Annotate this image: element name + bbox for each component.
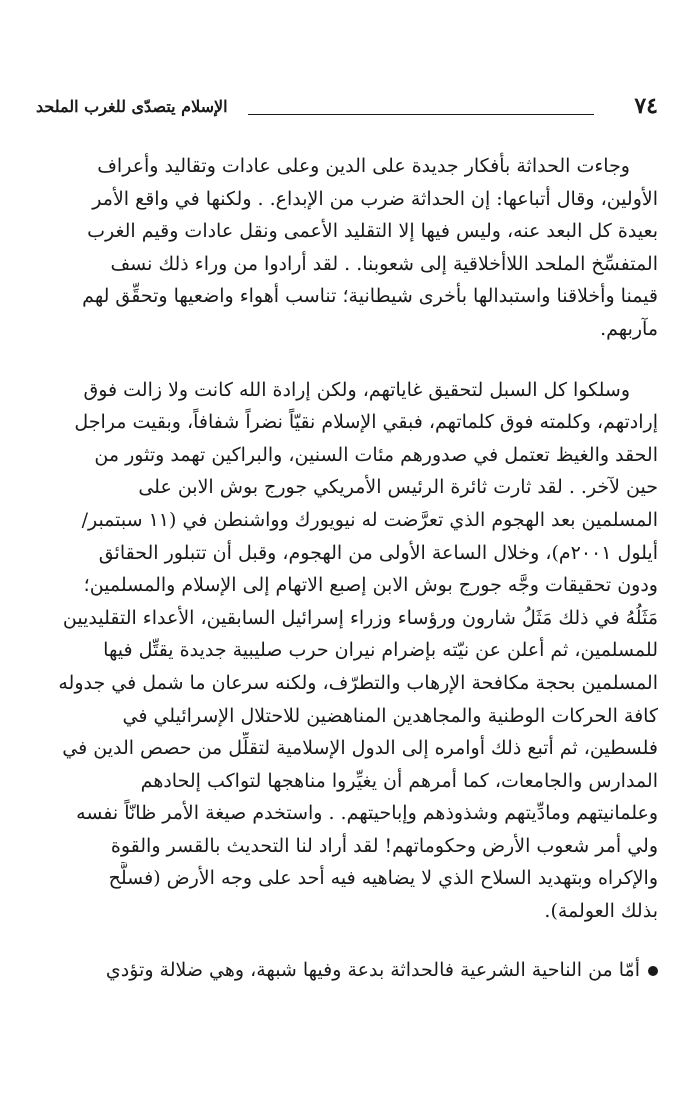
text-line: مَثَلُهُ في ذلك مَثَلُ شارون ورؤساء وزراء إسرائيل السابقين، الأعداء التقليديين bbox=[62, 606, 658, 629]
bullet-paragraph bbox=[44, 954, 658, 987]
text-line: الأولين، وقال أتباعها: إن الحداثة ضرب من الإبداع. . ولكنها في واقع الأمر bbox=[92, 187, 658, 210]
text-line: بذلك العولمة). bbox=[544, 900, 658, 923]
text-line: ولي أمر شعوب الأرض وحكوماتهم! لقد أراد لنا التحديث بالقسر والقوة bbox=[110, 834, 658, 857]
text-line: والإكراه وبتهديد السلاح الذي لا يضاهيه فيه أحد على وجه الأرض (فسلَّح bbox=[108, 867, 658, 890]
text-line: وجاءت الحداثة بأفكار جديدة على الدين وعلى عادات وتقاليد وأعراف bbox=[97, 155, 630, 177]
text-line: المدارس والجامعات، كما أمرهم أن يغيِّروا مناهجها لتواكب إلحادهم bbox=[140, 769, 658, 792]
page-number: ٧٤ bbox=[634, 93, 658, 119]
text-line: ودون تحقيقات وجَّه جورج بوش الابن إصبع الاتهام إلى الإسلام والمسلمين؛ bbox=[83, 574, 658, 597]
text-line: إرادتهم، وكلمته فوق كلماتهم، فبقي الإسلام نقيّاً نضراً شفافاً، وبقيت مراجل bbox=[74, 411, 658, 434]
text-line: فلسطين، ثم أتبع ذلك أوامره إلى الدول الإسلامية لتقلِّل من حصص الدين في bbox=[62, 737, 658, 760]
header-rule bbox=[248, 114, 594, 115]
text-line: حين لآخر. . لقد ثارت ثائرة الرئيس الأمريكي جورج بوش الابن على bbox=[138, 476, 658, 499]
paragraph-2 bbox=[44, 374, 658, 928]
text-line bbox=[44, 954, 658, 987]
text-line: المتفسِّخ الملحد اللاأخلاقية إلى شعوبنا. . لقد أرادوا من وراء ذلك نسف bbox=[110, 252, 658, 275]
text-line: للمسلمين، ثم أعلن عن نيّته بإضرام نيران حرب صليبية جديدة يقتِّل فيها bbox=[103, 639, 658, 662]
running-title: الإسلام يتصدّى للغرب الملحد bbox=[36, 97, 228, 116]
text-line: قيمنا وأخلاقنا واستبدالها بأخرى شيطانية؛ تناسب أهواء واضعيها وتحقِّق لهم bbox=[82, 285, 658, 308]
text-line: مآربهم. bbox=[600, 317, 658, 340]
text-line: أيلول ٢٠٠١م)، وخلال الساعة الأولى من الهجوم، وقبل أن تتبلور الحقائق bbox=[98, 541, 658, 564]
text-line: وسلكوا كل السبل لتحقيق غاياتهم، ولكن إرادة الله كانت ولا زالت فوق bbox=[83, 378, 630, 401]
paragraph-1 bbox=[44, 150, 658, 346]
text-line: كافة الحركات الوطنية والمجاهدين المناهضين للاحتلال الإسرائيلي في bbox=[122, 704, 658, 727]
text-line: بعيدة كل البعد عنه، وليس فيها إلا التقليد الأعمى ونقل عادات وقيم الغرب bbox=[87, 220, 658, 243]
page-header bbox=[36, 92, 658, 122]
text-line: المسلمين بحجة مكافحة الإرهاب والتطرّف، ولكنه سرعان ما شمل في جدوله bbox=[58, 671, 658, 694]
text-line: المسلمين بعد الهجوم الذي تعرَّضت له نيويورك وواشنطن في (١١ سبتمبر/ bbox=[81, 508, 658, 531]
text-line: وعلمانيتهم ومادِّيتهم وشذوذهم وإباحيتهم. . واستخدم صيغة الأمر ظانّاً نفسه bbox=[76, 802, 658, 825]
page-body bbox=[44, 150, 658, 986]
text-line: الحقد والغيظ تعتمل في صدورهم مئات السنين، والبراكين تهمد وتثور من bbox=[94, 443, 658, 466]
bullet-text: أمّا من الناحية الشرعية فالحداثة بدعة وفيها شبهة، وهي ضلالة وتؤدي bbox=[105, 958, 640, 981]
bullet-icon bbox=[648, 966, 658, 976]
